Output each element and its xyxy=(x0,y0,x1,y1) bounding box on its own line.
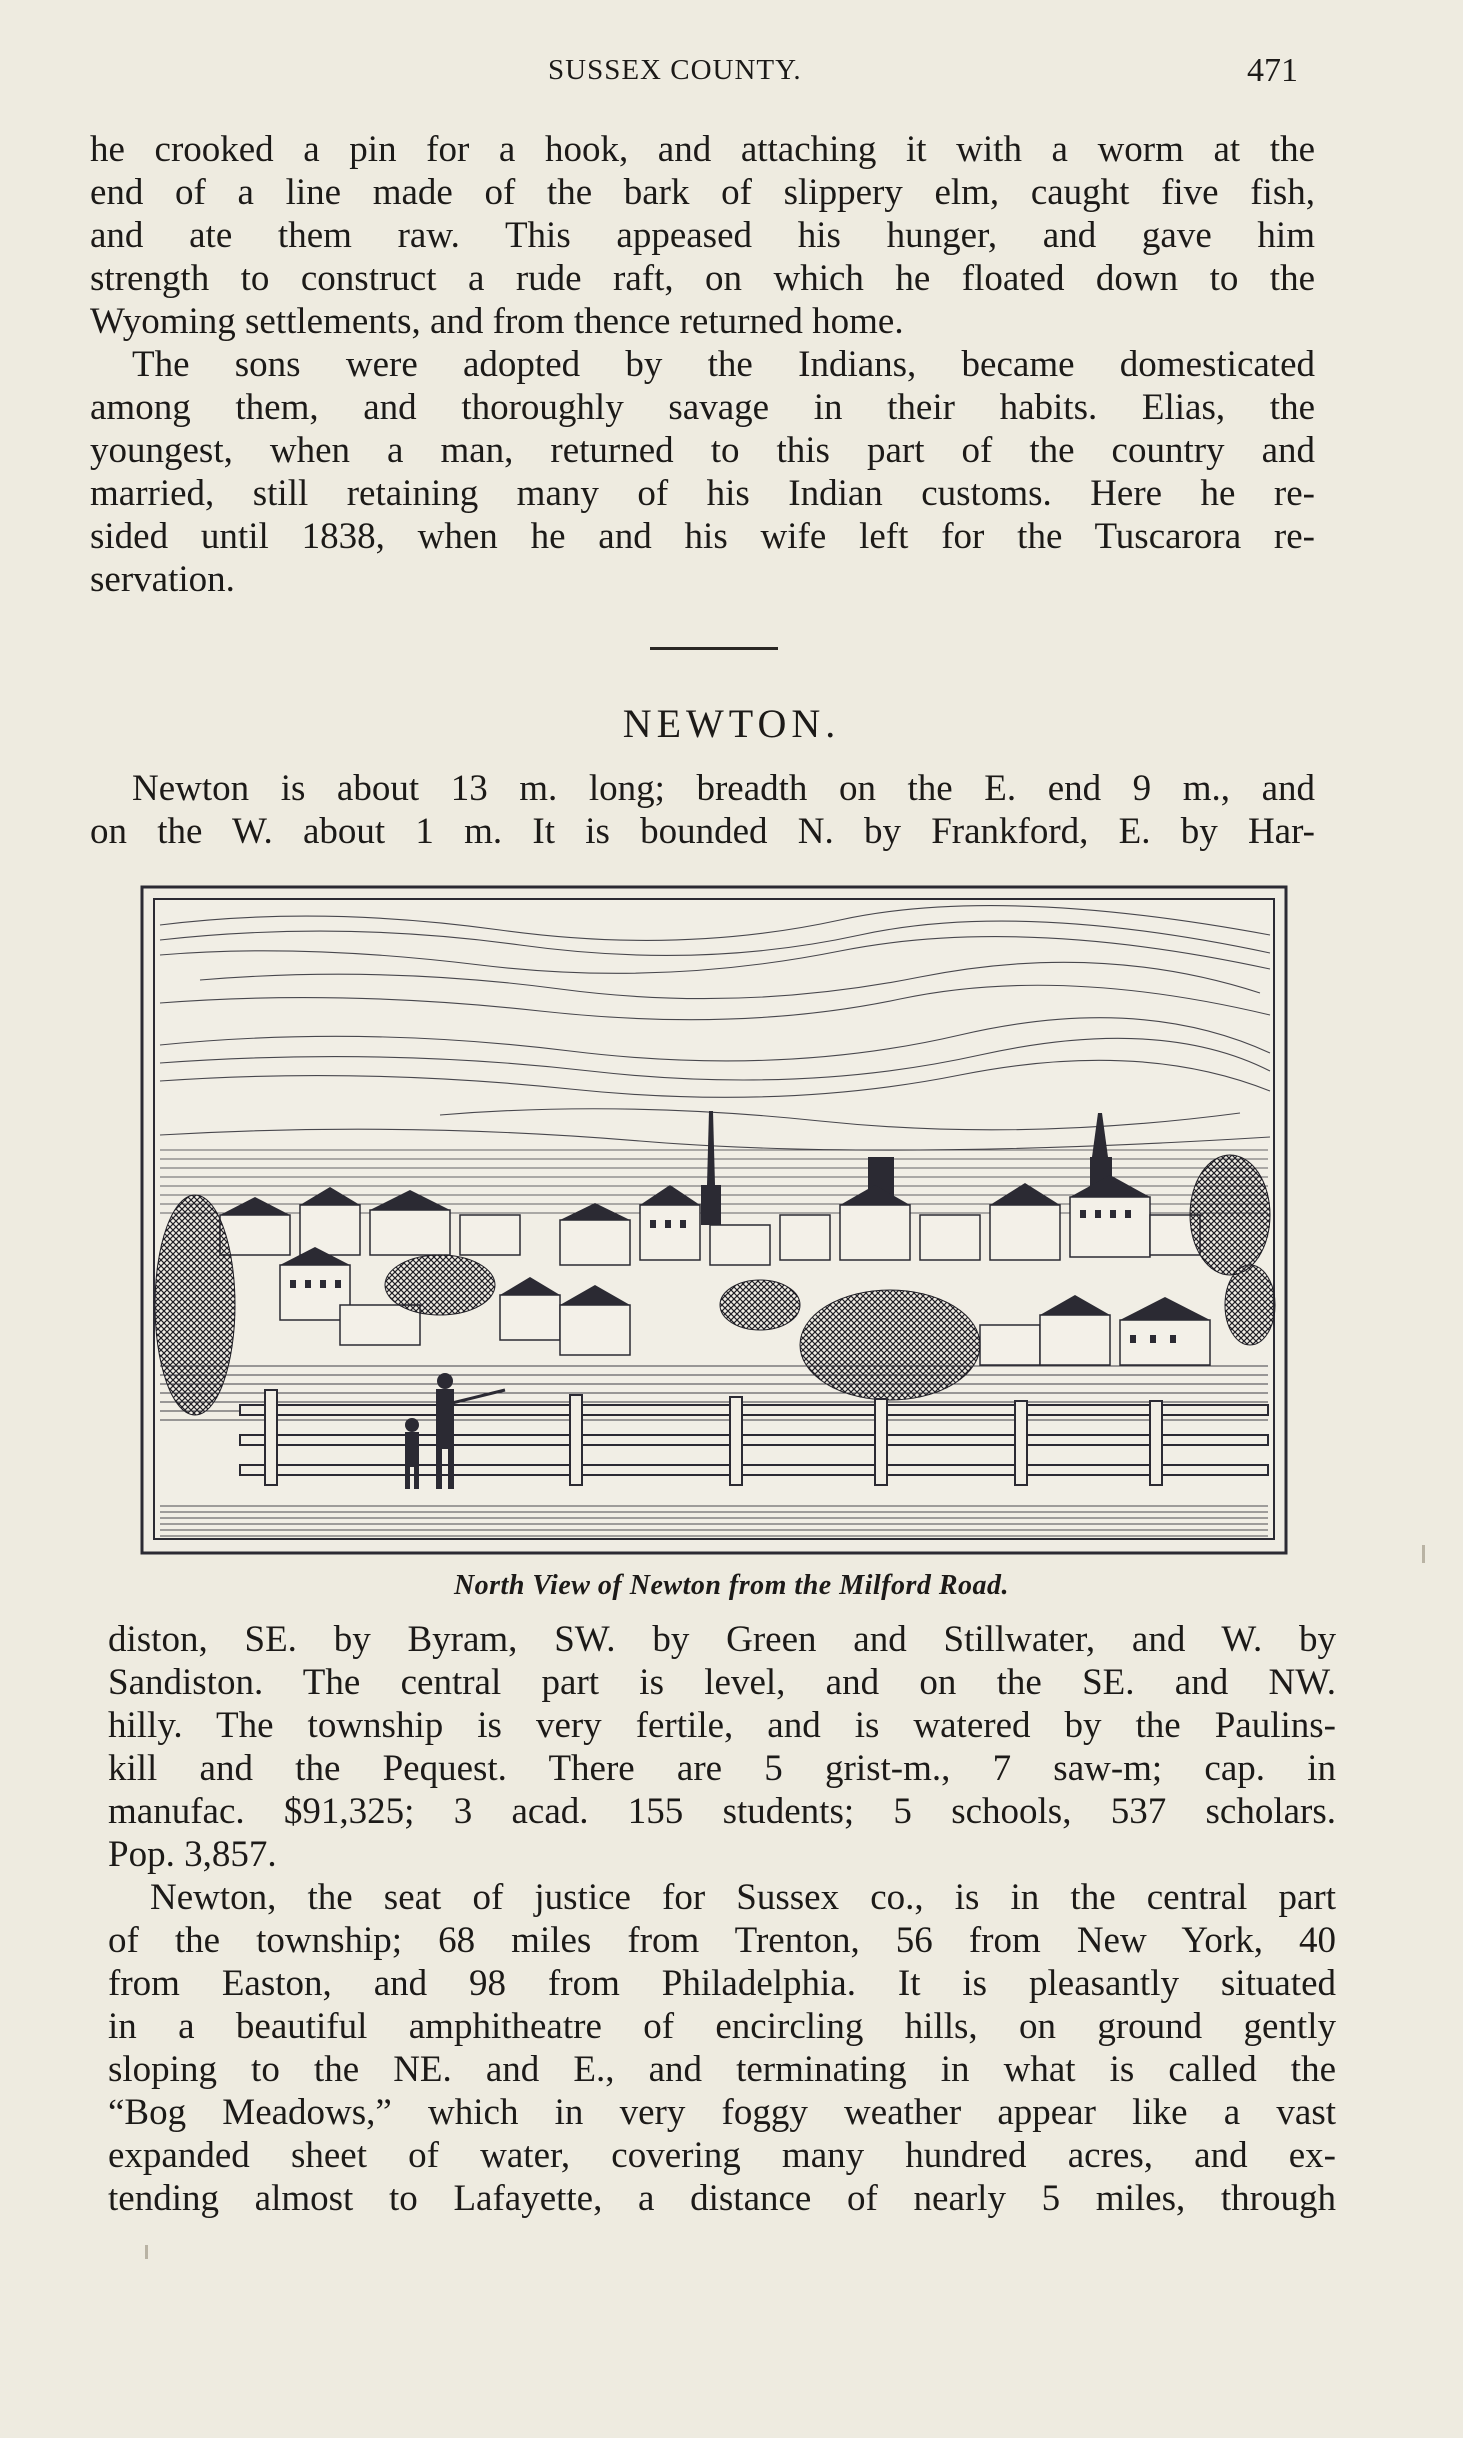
text-line: end of a line made of the bark of slippery elm, caught five fish, xyxy=(90,172,1315,213)
figure-caption: North View of Newton from the Milford Road. xyxy=(453,1570,1010,1601)
text-line: of the township; 68 miles from Trenton, 56 from New York, 40 xyxy=(108,1920,1336,1961)
text-line: on the W. about 1 m. It is bounded N. by Frankford, E. by Har- xyxy=(90,811,1315,852)
text-line: in a beautiful amphitheatre of encircling hills, on ground gently xyxy=(108,2006,1336,2047)
text-line: Newton, the seat of justice for Sussex co., is in the central part xyxy=(150,1877,1336,1918)
margin-mark xyxy=(145,2245,148,2259)
paragraph-continuation xyxy=(90,128,1315,343)
text-line: tending almost to Lafayette, a distance of nearly 5 miles, through xyxy=(108,2178,1336,2219)
text-line: he crooked a pin for a hook, and attaching it with a worm at the xyxy=(90,129,1315,170)
text-line: expanded sheet of water, covering many hundred acres, and ex- xyxy=(108,2135,1336,2176)
text-line: Pop. 3,857. xyxy=(108,1834,277,1875)
text-line: among them, and thoroughly savage in their habits. Elias, the xyxy=(90,387,1315,428)
margin-mark xyxy=(1422,1545,1425,1563)
text-line: strength to construct a rude raft, on which he floated down to the xyxy=(90,258,1315,299)
running-title: SUSSEX COUNTY. xyxy=(548,54,802,86)
text-line: manufac. $91,325; 3 acad. 155 students; 5 schools, 537 scholars. xyxy=(108,1791,1336,1832)
text-line: Wyoming settlements, and from thence returned home. xyxy=(90,301,904,342)
engraving-north-view-of-newton xyxy=(140,885,1288,1555)
engraving-illustration xyxy=(140,885,1288,1555)
text-line: diston, SE. by Byram, SW. by Green and Stillwater, and W. by xyxy=(108,1619,1336,1660)
text-line: from Easton, and 98 from Philadelphia. It is pleasantly situated xyxy=(108,1963,1336,2004)
text-line: hilly. The township is very fertile, and is watered by the Paulins- xyxy=(108,1705,1336,1746)
paragraph-boundaries xyxy=(108,1618,1336,1876)
running-head xyxy=(0,50,1463,90)
page-number: 471 xyxy=(1247,52,1298,89)
text-line: The sons were adopted by the Indians, became domesticated xyxy=(132,344,1315,385)
text-line: sided until 1838, when he and his wife left for the Tuscarora re- xyxy=(90,516,1315,557)
text-line: Sandiston. The central part is level, and on the SE. and NW. xyxy=(108,1662,1336,1703)
paragraph-sons xyxy=(90,343,1315,601)
text-line: youngest, when a man, returned to this part of the country and xyxy=(90,430,1315,471)
section-title: NEWTON. xyxy=(622,701,841,746)
text-line: kill and the Pequest. There are 5 grist-m., 7 saw-m; cap. in xyxy=(108,1748,1336,1789)
text-line: “Bog Meadows,” which in very foggy weather appear like a vast xyxy=(108,2092,1336,2133)
text-line: servation. xyxy=(90,559,235,600)
text-line: sloping to the NE. and E., and terminating in what is called the xyxy=(108,2049,1336,2090)
paragraph-newton-intro xyxy=(90,767,1315,853)
paragraph-newton-seat xyxy=(108,1876,1336,2220)
section-divider xyxy=(650,647,778,650)
text-line: married, still retaining many of his Indian customs. Here he re- xyxy=(90,473,1315,514)
text-line: Newton is about 13 m. long; breadth on the E. end 9 m., and xyxy=(132,768,1315,809)
text-line: and ate them raw. This appeased his hunger, and gave him xyxy=(90,215,1315,256)
